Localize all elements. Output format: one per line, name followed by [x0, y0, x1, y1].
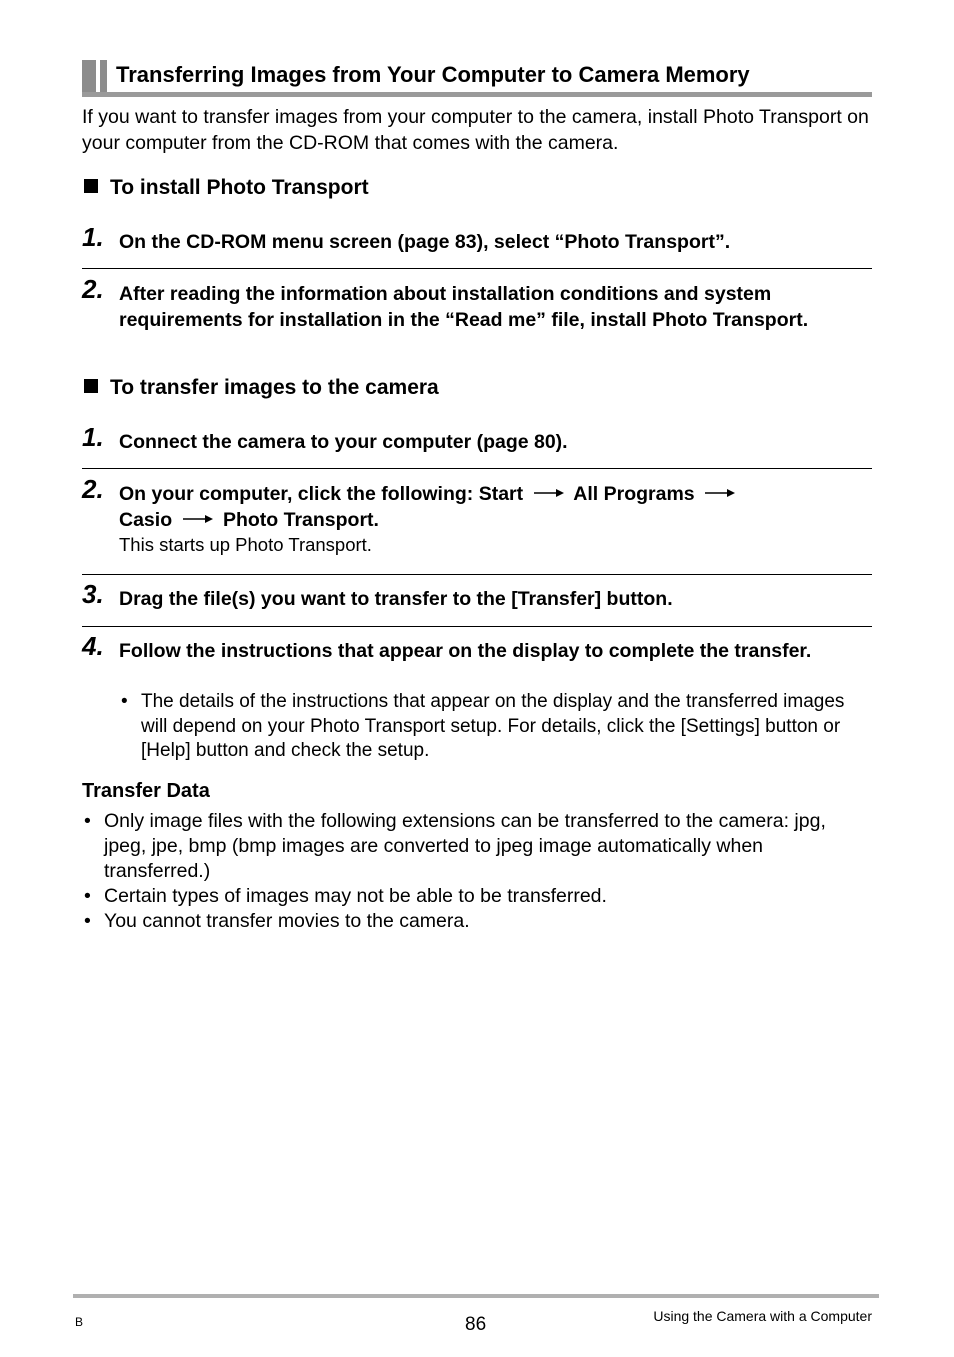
transfer-heading-text: To transfer images to the camera: [110, 376, 439, 399]
transfer-data-bullet: [84, 884, 864, 909]
step-2-note: This starts up Photo Transport.: [119, 534, 372, 555]
step-number: 1.: [82, 422, 104, 452]
transfer-data-bullet: [84, 809, 864, 884]
install-heading: [84, 176, 369, 200]
step-4-bullet: [121, 690, 861, 764]
step-number: 3.: [82, 579, 104, 609]
step-2-prefix: On your computer, click the following: Start: [119, 483, 524, 505]
step-text: [119, 481, 869, 533]
page-number: 86: [465, 1314, 487, 1335]
square-bullet-icon: [84, 379, 98, 393]
step-divider: [82, 574, 872, 575]
footer-chapter-title: Using the Camera with a Computer: [653, 1308, 872, 1324]
install-heading-text: To install Photo Transport: [110, 176, 369, 199]
step-divider: [82, 468, 872, 469]
menu-path-all-programs: All Programs: [573, 483, 695, 505]
section-title: Transferring Images from Your Computer to Camera Memory: [116, 62, 750, 87]
arrow-right-icon: [704, 487, 736, 499]
header-bar-decoration: [82, 60, 96, 96]
arrow-right-icon: [182, 513, 214, 525]
header-underline: [82, 92, 872, 97]
header-bar-decoration: [100, 60, 107, 96]
menu-path-photo-transport: Photo Transport.: [222, 509, 379, 531]
bullet-dot: •: [84, 810, 91, 832]
bullet-text: Only image files with the following extensions can be transferred to the camera: jpg, jpeg, jpe, bmp (bmp images are converted to jpeg image automatically when transferred.): [104, 810, 826, 882]
bullet-dot: •: [84, 910, 91, 932]
intro-paragraph: If you want to transfer images from your computer to the camera, install Photo Transport on your computer from the CD-ROM that comes with the camera.: [82, 106, 869, 154]
footer-language-code: B: [75, 1315, 84, 1329]
transfer-data-heading: Transfer Data: [82, 780, 210, 802]
bullet-dot: •: [84, 885, 91, 907]
bullet-text: You cannot transfer movies to the camera.: [104, 910, 470, 932]
step-divider: [82, 268, 872, 269]
section-header: [82, 58, 872, 98]
bullet-text: Certain types of images may not be able to be transferred.: [104, 885, 607, 907]
step-number: 2.: [82, 274, 104, 304]
step-text: Drag the file(s) you want to transfer to the [Transfer] button.: [119, 588, 673, 610]
bullet-text: The details of the instructions that appear on the display and the transferred images will depend on your Photo Transport setup. For details, click the [Settings] button or [Help] button and check the setup.: [141, 691, 845, 761]
step-number: 2.: [82, 474, 104, 504]
arrow-right-icon: [533, 487, 565, 499]
step-number: 4.: [82, 631, 104, 661]
step-text: Connect the camera to your computer (page 80).: [119, 431, 568, 453]
step-text: After reading the information about installation conditions and system requirements for installation in the “Read me” file, install Photo Transport.: [119, 283, 809, 331]
footer-rule: [73, 1294, 879, 1298]
transfer-heading: [84, 376, 439, 400]
transfer-data-bullet: [84, 909, 864, 934]
step-text: Follow the instructions that appear on the display to complete the transfer.: [119, 640, 812, 662]
menu-path-casio: Casio: [119, 509, 173, 531]
step-text: On the CD-ROM menu screen (page 83), select “Photo Transport”.: [119, 231, 731, 253]
step-divider: [82, 626, 872, 627]
square-bullet-icon: [84, 179, 98, 193]
step-number: 1.: [82, 222, 104, 252]
bullet-dot: •: [121, 691, 128, 712]
